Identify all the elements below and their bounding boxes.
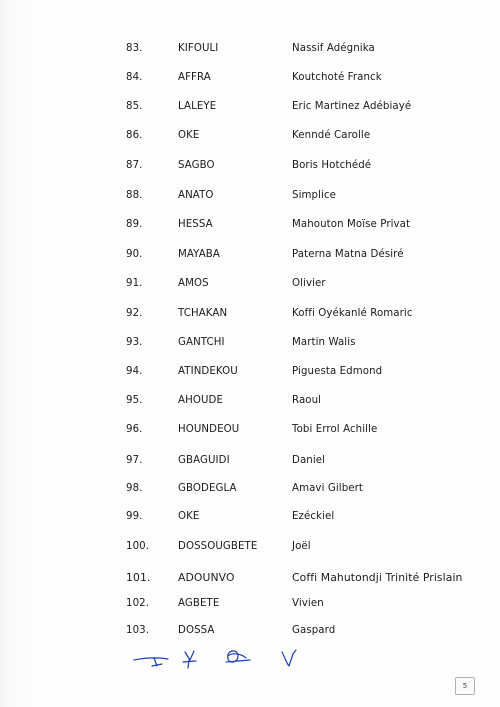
surname: TCHAKAN — [178, 308, 228, 319]
row-number: 101. — [126, 571, 151, 584]
row-number: 92. — [126, 308, 143, 319]
signature-1 — [134, 658, 168, 666]
surname: GANTCHI — [178, 337, 225, 348]
list-item — [0, 72, 500, 92]
row-number: 93. — [126, 337, 143, 348]
given-names: Eric Martinez Adébiayé — [292, 101, 412, 112]
signatures — [130, 640, 310, 670]
row-number: 96. — [126, 424, 143, 435]
given-names: Amavi Gilbert — [292, 483, 364, 494]
row-number: 103. — [126, 625, 150, 636]
given-names: Ezéckiel — [292, 511, 335, 522]
surname: GBAGUIDI — [178, 455, 230, 466]
given-names: Olivier — [292, 278, 326, 289]
given-names: Koutchoté Franck — [292, 72, 382, 83]
given-names: Boris Hotchédé — [292, 160, 372, 171]
given-names: Piguesta Edmond — [292, 366, 383, 377]
given-names: Paterna Matna Désiré — [292, 249, 404, 260]
list-item — [0, 101, 500, 121]
row-number: 90. — [126, 249, 143, 260]
row-number: 89. — [126, 219, 143, 230]
list-item — [0, 43, 500, 63]
surname: SAGBO — [178, 160, 215, 171]
list-item — [0, 160, 500, 180]
list-item — [0, 395, 500, 415]
given-names: Raoul — [292, 395, 322, 406]
list-item — [0, 541, 500, 561]
row-number: 88. — [126, 190, 143, 201]
list-item — [0, 308, 500, 328]
row-number: 99. — [126, 511, 143, 522]
given-names: Nassif Adégnika — [292, 43, 375, 54]
list-item — [0, 598, 500, 618]
list-item — [0, 424, 500, 444]
surname: OKE — [178, 130, 200, 141]
surname: AHOUDE — [178, 395, 223, 406]
surname: AGBETE — [178, 598, 220, 609]
row-number: 94. — [126, 366, 143, 377]
given-names: Kenndé Carolle — [292, 130, 371, 141]
signature-3 — [226, 651, 250, 662]
surname: DOSSA — [178, 625, 215, 636]
surname: AFFRA — [178, 72, 211, 83]
surname: KIFOULI — [178, 43, 219, 54]
surname: DOSSOUGBETE — [178, 541, 258, 552]
row-number: 97. — [126, 455, 143, 466]
list-item — [0, 571, 500, 591]
surname: OKE — [178, 511, 200, 522]
surname: AMOS — [178, 278, 209, 289]
surname: LALEYE — [178, 101, 217, 112]
given-names: Joël — [292, 541, 311, 552]
list-item — [0, 278, 500, 298]
surname: HESSA — [178, 219, 213, 230]
surname: HOUNDEOU — [178, 424, 240, 435]
given-names: Coffi Mahutondji Trinité Prislain — [292, 571, 463, 584]
given-names: Daniel — [292, 455, 326, 466]
signature-4 — [282, 650, 296, 666]
list-item — [0, 511, 500, 531]
list-item — [0, 190, 500, 210]
signature-2 — [183, 651, 196, 668]
row-number: 84. — [126, 72, 143, 83]
surname: ANATO — [178, 190, 214, 201]
given-names: Gaspard — [292, 625, 336, 636]
list-item — [0, 249, 500, 269]
row-number: 86. — [126, 130, 143, 141]
surname: ADOUNVO — [178, 571, 235, 584]
list-item — [0, 483, 500, 503]
given-names: Simplice — [292, 190, 337, 201]
page-number-box: 5 — [455, 677, 475, 695]
surname: MAYABA — [178, 249, 220, 260]
list-item — [0, 130, 500, 150]
given-names: Martin Walis — [292, 337, 356, 348]
list-item — [0, 337, 500, 357]
given-names: Vivien — [292, 598, 324, 609]
row-number: 91. — [126, 278, 143, 289]
row-number: 87. — [126, 160, 143, 171]
row-number: 85. — [126, 101, 143, 112]
given-names: Mahouton Moïse Privat — [292, 219, 411, 230]
row-number: 102. — [126, 598, 150, 609]
row-number: 98. — [126, 483, 143, 494]
given-names: Tobi Errol Achille — [292, 424, 378, 435]
row-number: 95. — [126, 395, 143, 406]
list-item — [0, 455, 500, 475]
list-item — [0, 219, 500, 239]
surname: GBODEGLA — [178, 483, 237, 494]
surname: ATINDEKOU — [178, 366, 238, 377]
given-names: Koffi Oyékanlé Romaric — [292, 308, 413, 319]
row-number: 100. — [126, 541, 150, 552]
list-item — [0, 366, 500, 386]
row-number: 83. — [126, 43, 143, 54]
